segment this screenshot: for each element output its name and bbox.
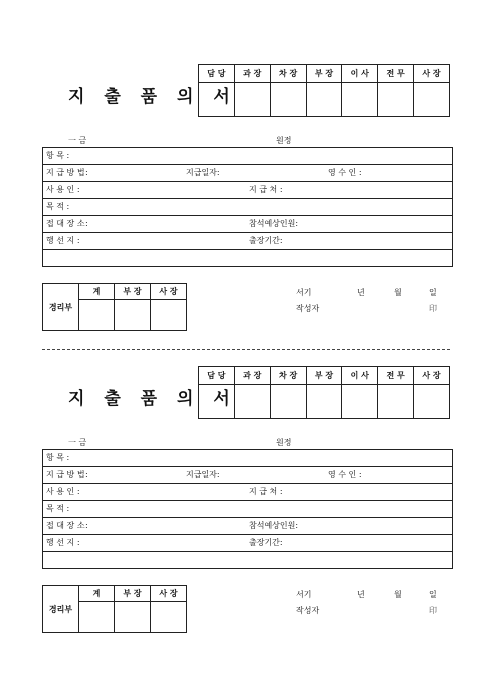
- approval-stamp-box[interactable]: [306, 83, 342, 117]
- day-label: 일: [429, 288, 437, 297]
- row-item[interactable]: [43, 148, 452, 165]
- day-label: 일: [429, 590, 437, 599]
- row-blank[interactable]: [43, 250, 452, 266]
- dept-name: 경리부: [43, 284, 79, 331]
- dept-header: 계: [79, 586, 115, 602]
- year-label: 년: [357, 590, 365, 599]
- approval-header: 이 사: [342, 367, 378, 385]
- dept-header: 부 장: [115, 284, 151, 300]
- colon: :: [85, 521, 88, 530]
- label-item: 항 목 :: [46, 453, 70, 462]
- label-trip-period: 출장기간:: [249, 538, 283, 547]
- dept-approval-table: [42, 585, 187, 633]
- details-table: [42, 449, 453, 569]
- approval-table: [198, 366, 450, 419]
- approval-header: 사 장: [414, 65, 450, 83]
- approval-stamp-box[interactable]: [199, 83, 235, 117]
- dept-header: 사 장: [151, 586, 187, 602]
- approval-stamp-box[interactable]: [342, 385, 378, 419]
- approval-header: 담 당: [199, 65, 235, 83]
- approval-header: 차 장: [270, 367, 306, 385]
- label-item: 항 목 :: [46, 151, 70, 160]
- label-payee: 지 급 처 :: [249, 487, 283, 496]
- label-expected-attendees: 참석예상인원:: [249, 521, 299, 530]
- label-purpose: 목 적 :: [46, 202, 70, 211]
- approval-stamp-box[interactable]: [342, 83, 378, 117]
- year-prefix: 서기: [296, 288, 312, 297]
- month-label: 월: [394, 288, 402, 297]
- approval-header: 담 당: [199, 367, 235, 385]
- label-recipient: 영 수 인 :: [328, 470, 362, 479]
- approval-stamp-box[interactable]: [234, 385, 270, 419]
- label-payee: 지 급 처 :: [249, 185, 283, 194]
- row-destination[interactable]: [43, 233, 452, 250]
- row-purpose[interactable]: [43, 501, 452, 518]
- approval-header: 전 무: [378, 367, 414, 385]
- row-item[interactable]: [43, 450, 452, 467]
- dept-stamp-box[interactable]: [115, 602, 151, 633]
- writer-label: 작성자: [296, 606, 320, 615]
- dept-header: 부 장: [115, 586, 151, 602]
- dept-stamp-box[interactable]: [151, 602, 187, 633]
- approval-stamp-box[interactable]: [378, 385, 414, 419]
- amount-label: 一 금: [68, 438, 87, 447]
- approval-header: 이 사: [342, 65, 378, 83]
- label-destination: 행 선 지 :: [46, 236, 80, 245]
- label-payment-date: 지급일자:: [186, 470, 220, 479]
- label-payment-date: 지급일자:: [186, 168, 220, 177]
- writer-label: 작성자: [296, 304, 320, 313]
- label-expected-attendees: 참석예상인원:: [249, 219, 299, 228]
- label-user: 사 용 인 :: [46, 185, 80, 194]
- approval-stamp-box[interactable]: [199, 385, 235, 419]
- approval-stamp-box[interactable]: [306, 385, 342, 419]
- dept-stamp-box[interactable]: [79, 602, 115, 633]
- form-title: 지 출 품 의 서: [68, 87, 237, 107]
- label-payment-method: 지 급 방 법: [46, 168, 85, 177]
- row-destination[interactable]: [43, 535, 452, 552]
- colon: :: [85, 168, 88, 177]
- approval-stamp-box[interactable]: [378, 83, 414, 117]
- approval-header: 사 장: [414, 367, 450, 385]
- label-destination: 행 선 지 :: [46, 538, 80, 547]
- form-title: 지 출 품 의 서: [68, 389, 237, 409]
- label-recipient: 영 수 인 :: [328, 168, 362, 177]
- colon: :: [85, 470, 88, 479]
- dept-name: 경리부: [43, 586, 79, 633]
- approval-table: [198, 64, 450, 117]
- approval-header: 부 장: [306, 65, 342, 83]
- label-purpose: 목 적 :: [46, 504, 70, 513]
- label-user: 사 용 인 :: [46, 487, 80, 496]
- approval-header: 과 장: [234, 65, 270, 83]
- approval-stamp-box[interactable]: [234, 83, 270, 117]
- year-label: 년: [357, 288, 365, 297]
- label-trip-period: 출장기간:: [249, 236, 283, 245]
- year-prefix: 서기: [296, 590, 312, 599]
- seal-mark: 印: [429, 606, 437, 615]
- approval-stamp-box[interactable]: [270, 83, 306, 117]
- colon: :: [85, 219, 88, 228]
- amount-unit: 원정: [276, 438, 292, 447]
- approval-stamp-box[interactable]: [270, 385, 306, 419]
- amount-unit: 원정: [276, 136, 292, 145]
- label-payment-method: 지 급 방 법: [46, 470, 85, 479]
- row-payment-method[interactable]: [43, 467, 452, 484]
- seal-mark: 印: [429, 304, 437, 313]
- approval-header: 전 무: [378, 65, 414, 83]
- approval-stamp-box[interactable]: [414, 83, 450, 117]
- row-user[interactable]: [43, 182, 452, 199]
- row-blank[interactable]: [43, 552, 452, 568]
- row-payment-method[interactable]: [43, 165, 452, 182]
- expense-form-1: [0, 0, 495, 313]
- label-venue: 접 대 장 소: [46, 219, 85, 228]
- label-venue: 접 대 장 소: [46, 521, 85, 530]
- row-user[interactable]: [43, 484, 452, 501]
- approval-header: 과 장: [234, 367, 270, 385]
- amount-label: 一 금: [68, 136, 87, 145]
- dept-header: 계: [79, 284, 115, 300]
- dept-header: 사 장: [151, 284, 187, 300]
- row-venue[interactable]: [43, 518, 452, 535]
- approval-header: 차 장: [270, 65, 306, 83]
- month-label: 월: [394, 590, 402, 599]
- row-purpose[interactable]: [43, 199, 452, 216]
- row-venue[interactable]: [43, 216, 452, 233]
- details-table: [42, 147, 453, 267]
- expense-form-2: [0, 302, 495, 615]
- approval-header: 부 장: [306, 367, 342, 385]
- approval-stamp-box[interactable]: [414, 385, 450, 419]
